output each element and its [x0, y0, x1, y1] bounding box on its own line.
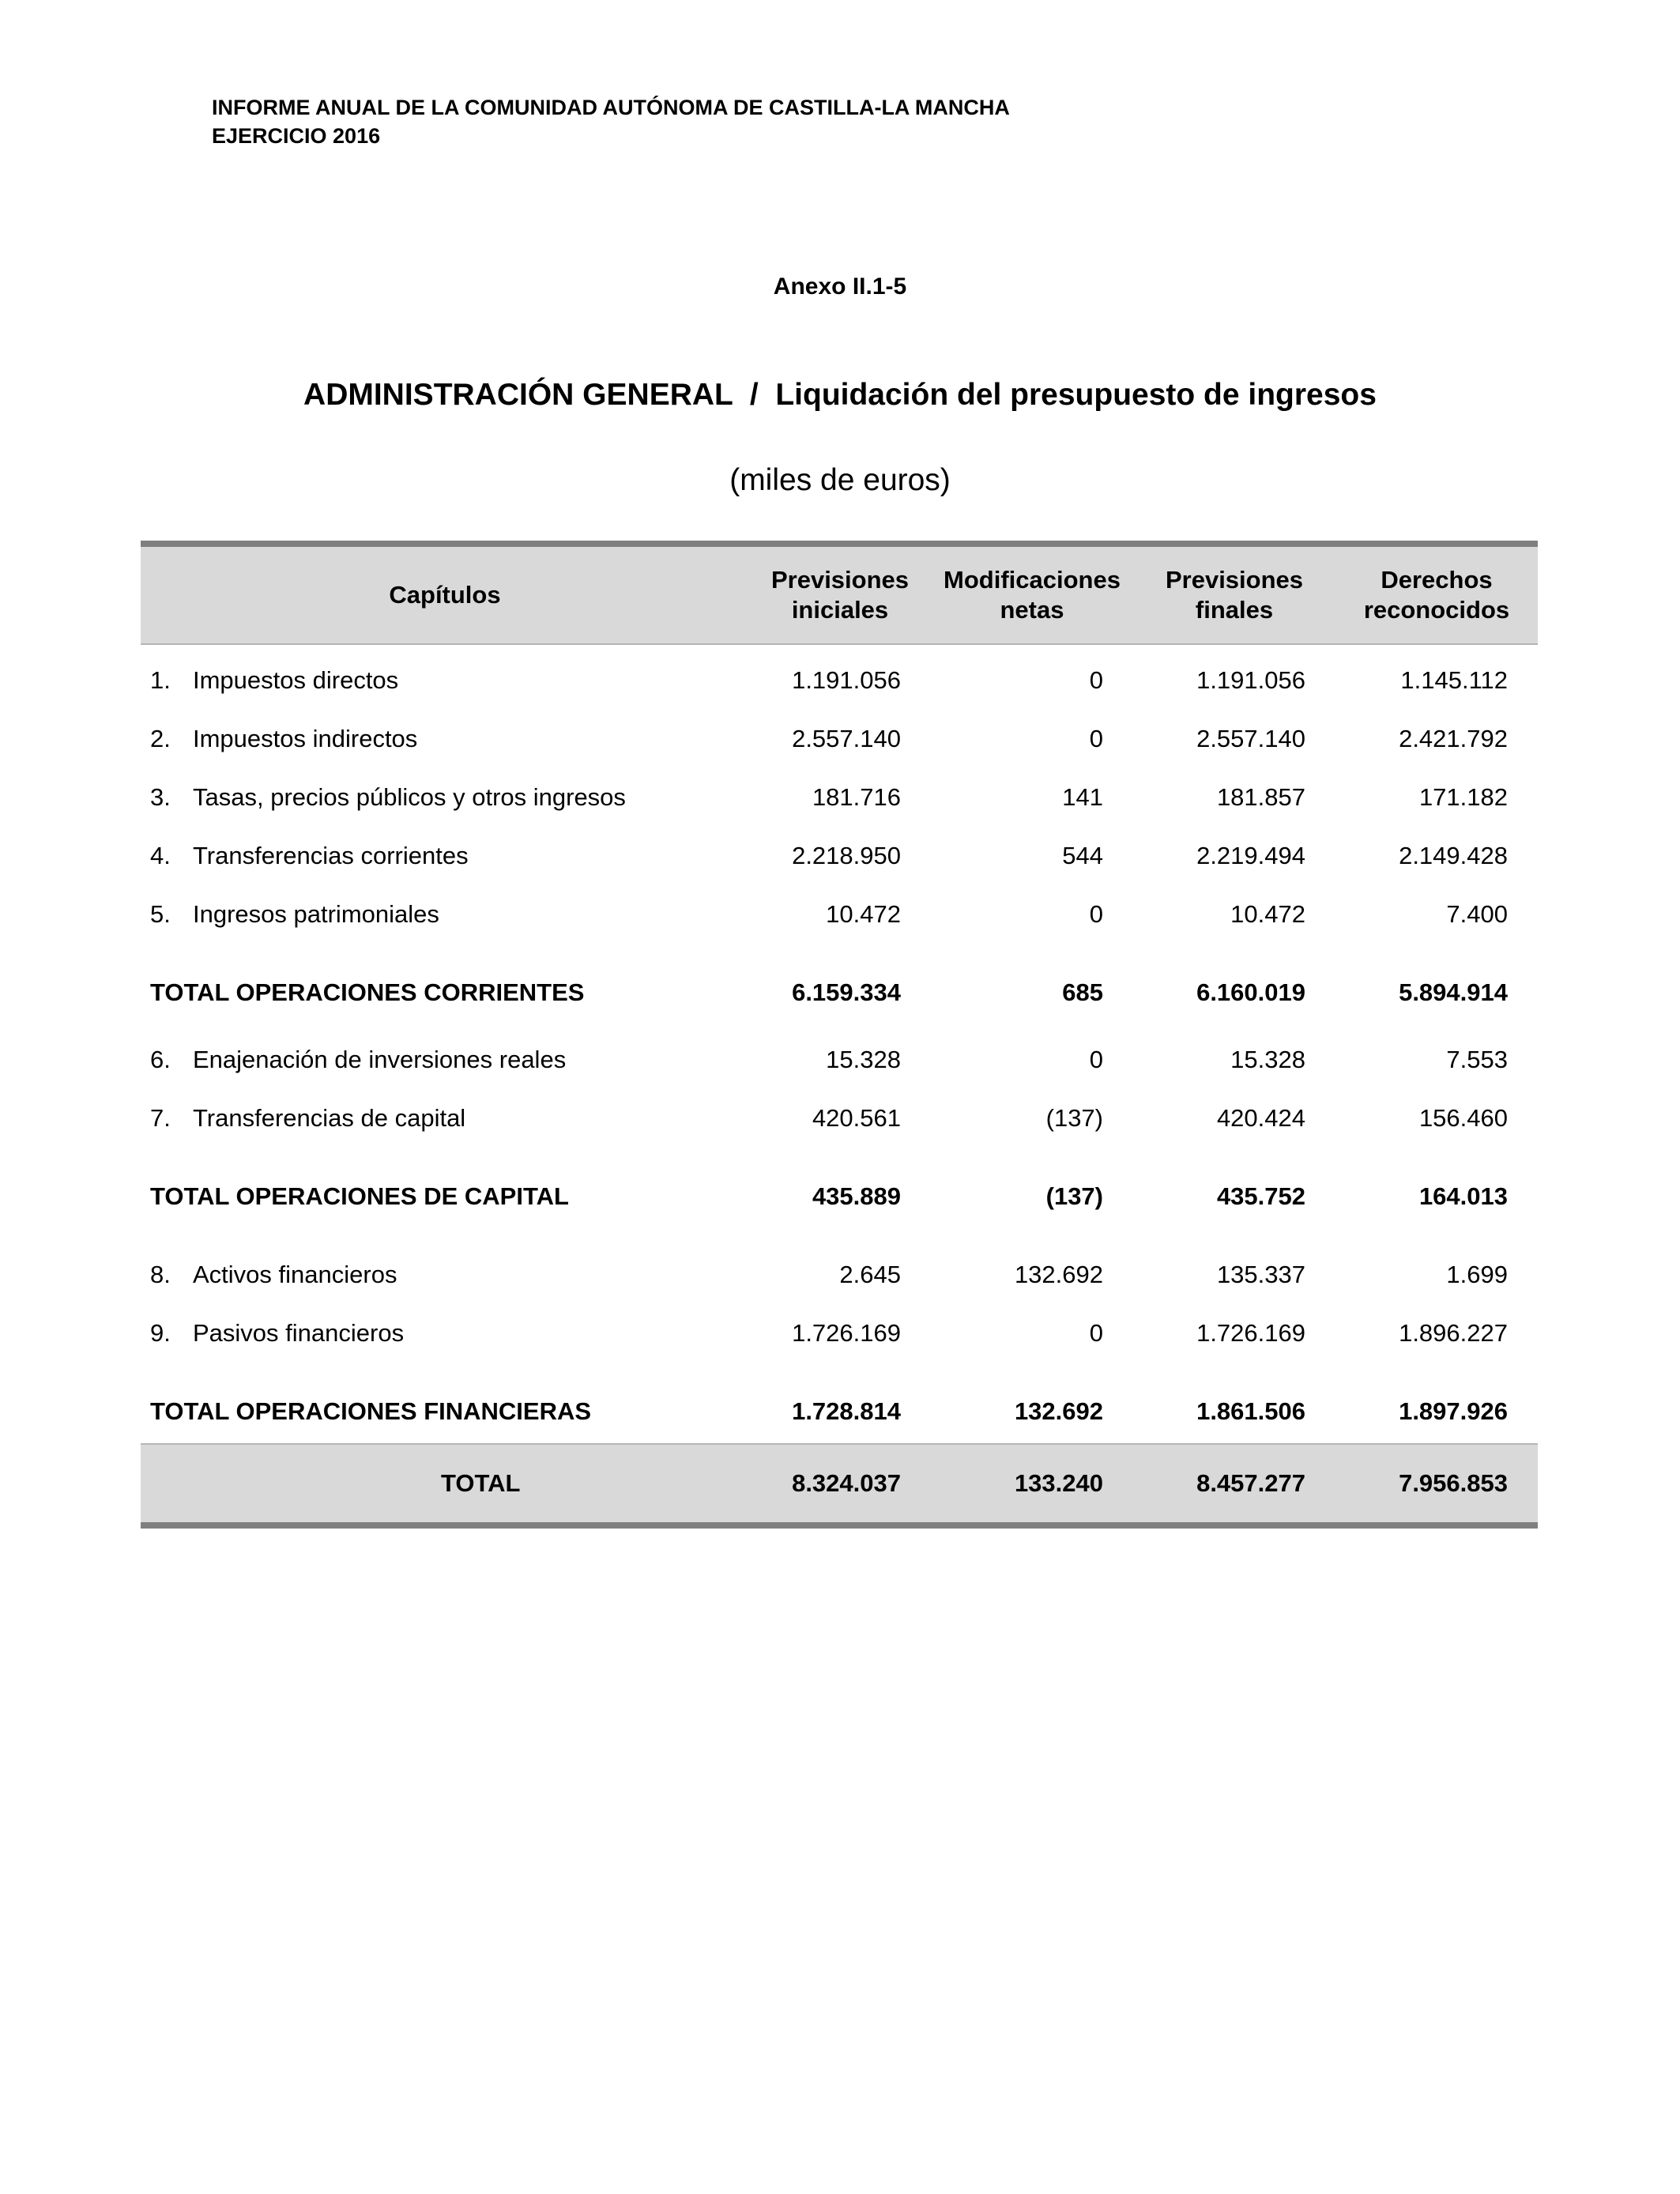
header-modificaciones-netas — [931, 565, 1133, 625]
row-label — [141, 900, 749, 929]
cell: 135.337 — [1216, 1261, 1305, 1288]
cell: 2.421.792 — [1399, 725, 1508, 752]
subtotal-row — [141, 961, 1538, 1024]
cell: 0 — [1089, 725, 1103, 752]
cell: 2.645 — [839, 1261, 901, 1288]
cell: 1.726.169 — [1196, 1319, 1305, 1347]
header-text: iniciales — [791, 596, 889, 624]
row-text: Transferencias de capital — [193, 1104, 466, 1132]
cell: 181.857 — [1216, 783, 1305, 811]
row-text: Transferencias corrientes — [193, 842, 469, 869]
header-text: Previsiones — [1165, 566, 1304, 594]
cell: 171.182 — [1418, 783, 1508, 811]
cell: 0 — [1089, 666, 1103, 694]
cell: 0 — [1089, 1046, 1103, 1073]
row-label — [141, 1319, 749, 1348]
cell: 6.160.019 — [1196, 978, 1305, 1006]
header-text: Modificaciones — [944, 566, 1121, 594]
row-label — [141, 1046, 749, 1074]
report-header — [212, 93, 1010, 150]
cell: 420.561 — [812, 1104, 901, 1132]
cell: 1.191.056 — [792, 666, 901, 694]
cell: 1.726.169 — [792, 1319, 901, 1347]
row-label: TOTAL OPERACIONES FINANCIERAS — [150, 1397, 592, 1425]
cell: 7.553 — [1446, 1046, 1508, 1073]
cell: 435.752 — [1216, 1182, 1305, 1210]
cell: 8.457.277 — [1196, 1469, 1305, 1497]
row-number: 7. — [150, 1104, 171, 1132]
header-capitulos: Capítulos — [389, 581, 501, 609]
annex-label: Anexo II.1-5 — [773, 273, 907, 300]
header-previsiones-iniciales — [749, 565, 931, 625]
cell: 1.145.112 — [1400, 666, 1508, 694]
header-text: netas — [1000, 596, 1064, 624]
table-header — [141, 547, 1538, 645]
row-number: 2. — [150, 725, 171, 752]
row-number: 6. — [150, 1046, 171, 1073]
subtotal-row — [141, 1165, 1538, 1228]
cell: 1.896.227 — [1399, 1319, 1508, 1347]
cell: 7.956.853 — [1399, 1469, 1508, 1497]
report-header-line2: EJERCICIO 2016 — [212, 124, 381, 148]
row-number: 1. — [150, 666, 171, 694]
cell: 132.692 — [1014, 1261, 1103, 1288]
header-derechos-reconocidos — [1335, 565, 1538, 625]
row-label: TOTAL — [441, 1469, 521, 1497]
header-text: finales — [1195, 596, 1274, 624]
cell: 7.400 — [1446, 900, 1508, 928]
cell: 2.557.140 — [792, 725, 901, 752]
cell: 0 — [1089, 900, 1103, 928]
row-label — [141, 725, 749, 753]
row-label: TOTAL OPERACIONES DE CAPITAL — [150, 1182, 569, 1210]
page-title: ADMINISTRACIÓN GENERAL / Liquidación del presupuesto de ingresos — [303, 378, 1377, 412]
cell: 435.889 — [812, 1182, 901, 1210]
grand-total-row — [141, 1443, 1538, 1522]
subtotal-row — [141, 1380, 1538, 1443]
table-top-rule — [141, 541, 1538, 547]
table-row — [141, 1031, 1538, 1089]
row-text: Ingresos patrimoniales — [193, 900, 439, 928]
cell: 181.716 — [812, 783, 901, 811]
table-row — [141, 710, 1538, 768]
cell: 133.240 — [1014, 1469, 1103, 1497]
cell: 2.149.428 — [1399, 842, 1508, 869]
cell: 1.191.056 — [1196, 666, 1305, 694]
header-text: reconocidos — [1363, 596, 1510, 624]
cell: 15.328 — [1230, 1046, 1305, 1073]
cell: 8.324.037 — [792, 1469, 901, 1497]
row-number: 8. — [150, 1261, 171, 1288]
row-label — [141, 1261, 749, 1289]
cell: 164.013 — [1418, 1182, 1508, 1210]
cell: 141 — [1062, 783, 1103, 811]
row-text: Tasas, precios públicos y otros ingresos — [193, 783, 626, 811]
row-number: 4. — [150, 842, 171, 869]
row-number: 5. — [150, 900, 171, 928]
budget-table — [141, 541, 1538, 1529]
row-text: Impuestos indirectos — [193, 725, 418, 752]
row-text: Enajenación de inversiones reales — [193, 1046, 567, 1073]
units-label: (miles de euros) — [729, 463, 951, 497]
cell: 132.692 — [1014, 1397, 1103, 1425]
table-row — [141, 1246, 1538, 1304]
cell: 2.557.140 — [1196, 725, 1305, 752]
cell: 6.159.334 — [792, 978, 901, 1006]
header-text: Previsiones — [770, 566, 910, 594]
table-row — [141, 1304, 1538, 1363]
row-number: 9. — [150, 1319, 171, 1347]
cell: (137) — [1045, 1104, 1103, 1132]
cell: 1.897.926 — [1399, 1397, 1508, 1425]
row-label — [141, 1104, 749, 1133]
table-row — [141, 885, 1538, 944]
table-row — [141, 651, 1538, 710]
row-label — [141, 666, 749, 695]
row-label — [141, 842, 749, 870]
row-number: 3. — [150, 783, 171, 811]
cell: 10.472 — [1230, 900, 1305, 928]
cell: 1.861.506 — [1196, 1397, 1305, 1425]
row-text: Impuestos directos — [193, 666, 399, 694]
cell: 685 — [1062, 978, 1103, 1006]
cell: 2.218.950 — [792, 842, 901, 869]
cell: 2.219.494 — [1196, 842, 1305, 869]
row-label: TOTAL OPERACIONES CORRIENTES — [150, 978, 585, 1006]
row-label — [141, 783, 749, 812]
cell: 544 — [1062, 842, 1103, 869]
cell: 156.460 — [1418, 1104, 1508, 1132]
cell: 0 — [1089, 1319, 1103, 1347]
cell: 1.728.814 — [792, 1397, 901, 1425]
table-bottom-rule — [141, 1522, 1538, 1529]
cell: (137) — [1045, 1182, 1103, 1210]
cell: 420.424 — [1216, 1104, 1305, 1132]
table-row — [141, 827, 1538, 885]
cell: 10.472 — [826, 900, 901, 928]
cell: 5.894.914 — [1399, 978, 1508, 1006]
row-text: Pasivos financieros — [193, 1319, 405, 1347]
cell: 1.699 — [1446, 1261, 1508, 1288]
row-text: Activos financieros — [193, 1261, 397, 1288]
header-text: Derechos — [1381, 566, 1493, 594]
cell: 15.328 — [826, 1046, 901, 1073]
header-previsiones-finales — [1133, 565, 1335, 625]
report-header-line1: INFORME ANUAL DE LA COMUNIDAD AUTÓNOMA DE CASTILLA-LA MANCHA — [212, 96, 1010, 119]
table-row — [141, 768, 1538, 827]
table-row — [141, 1089, 1538, 1148]
